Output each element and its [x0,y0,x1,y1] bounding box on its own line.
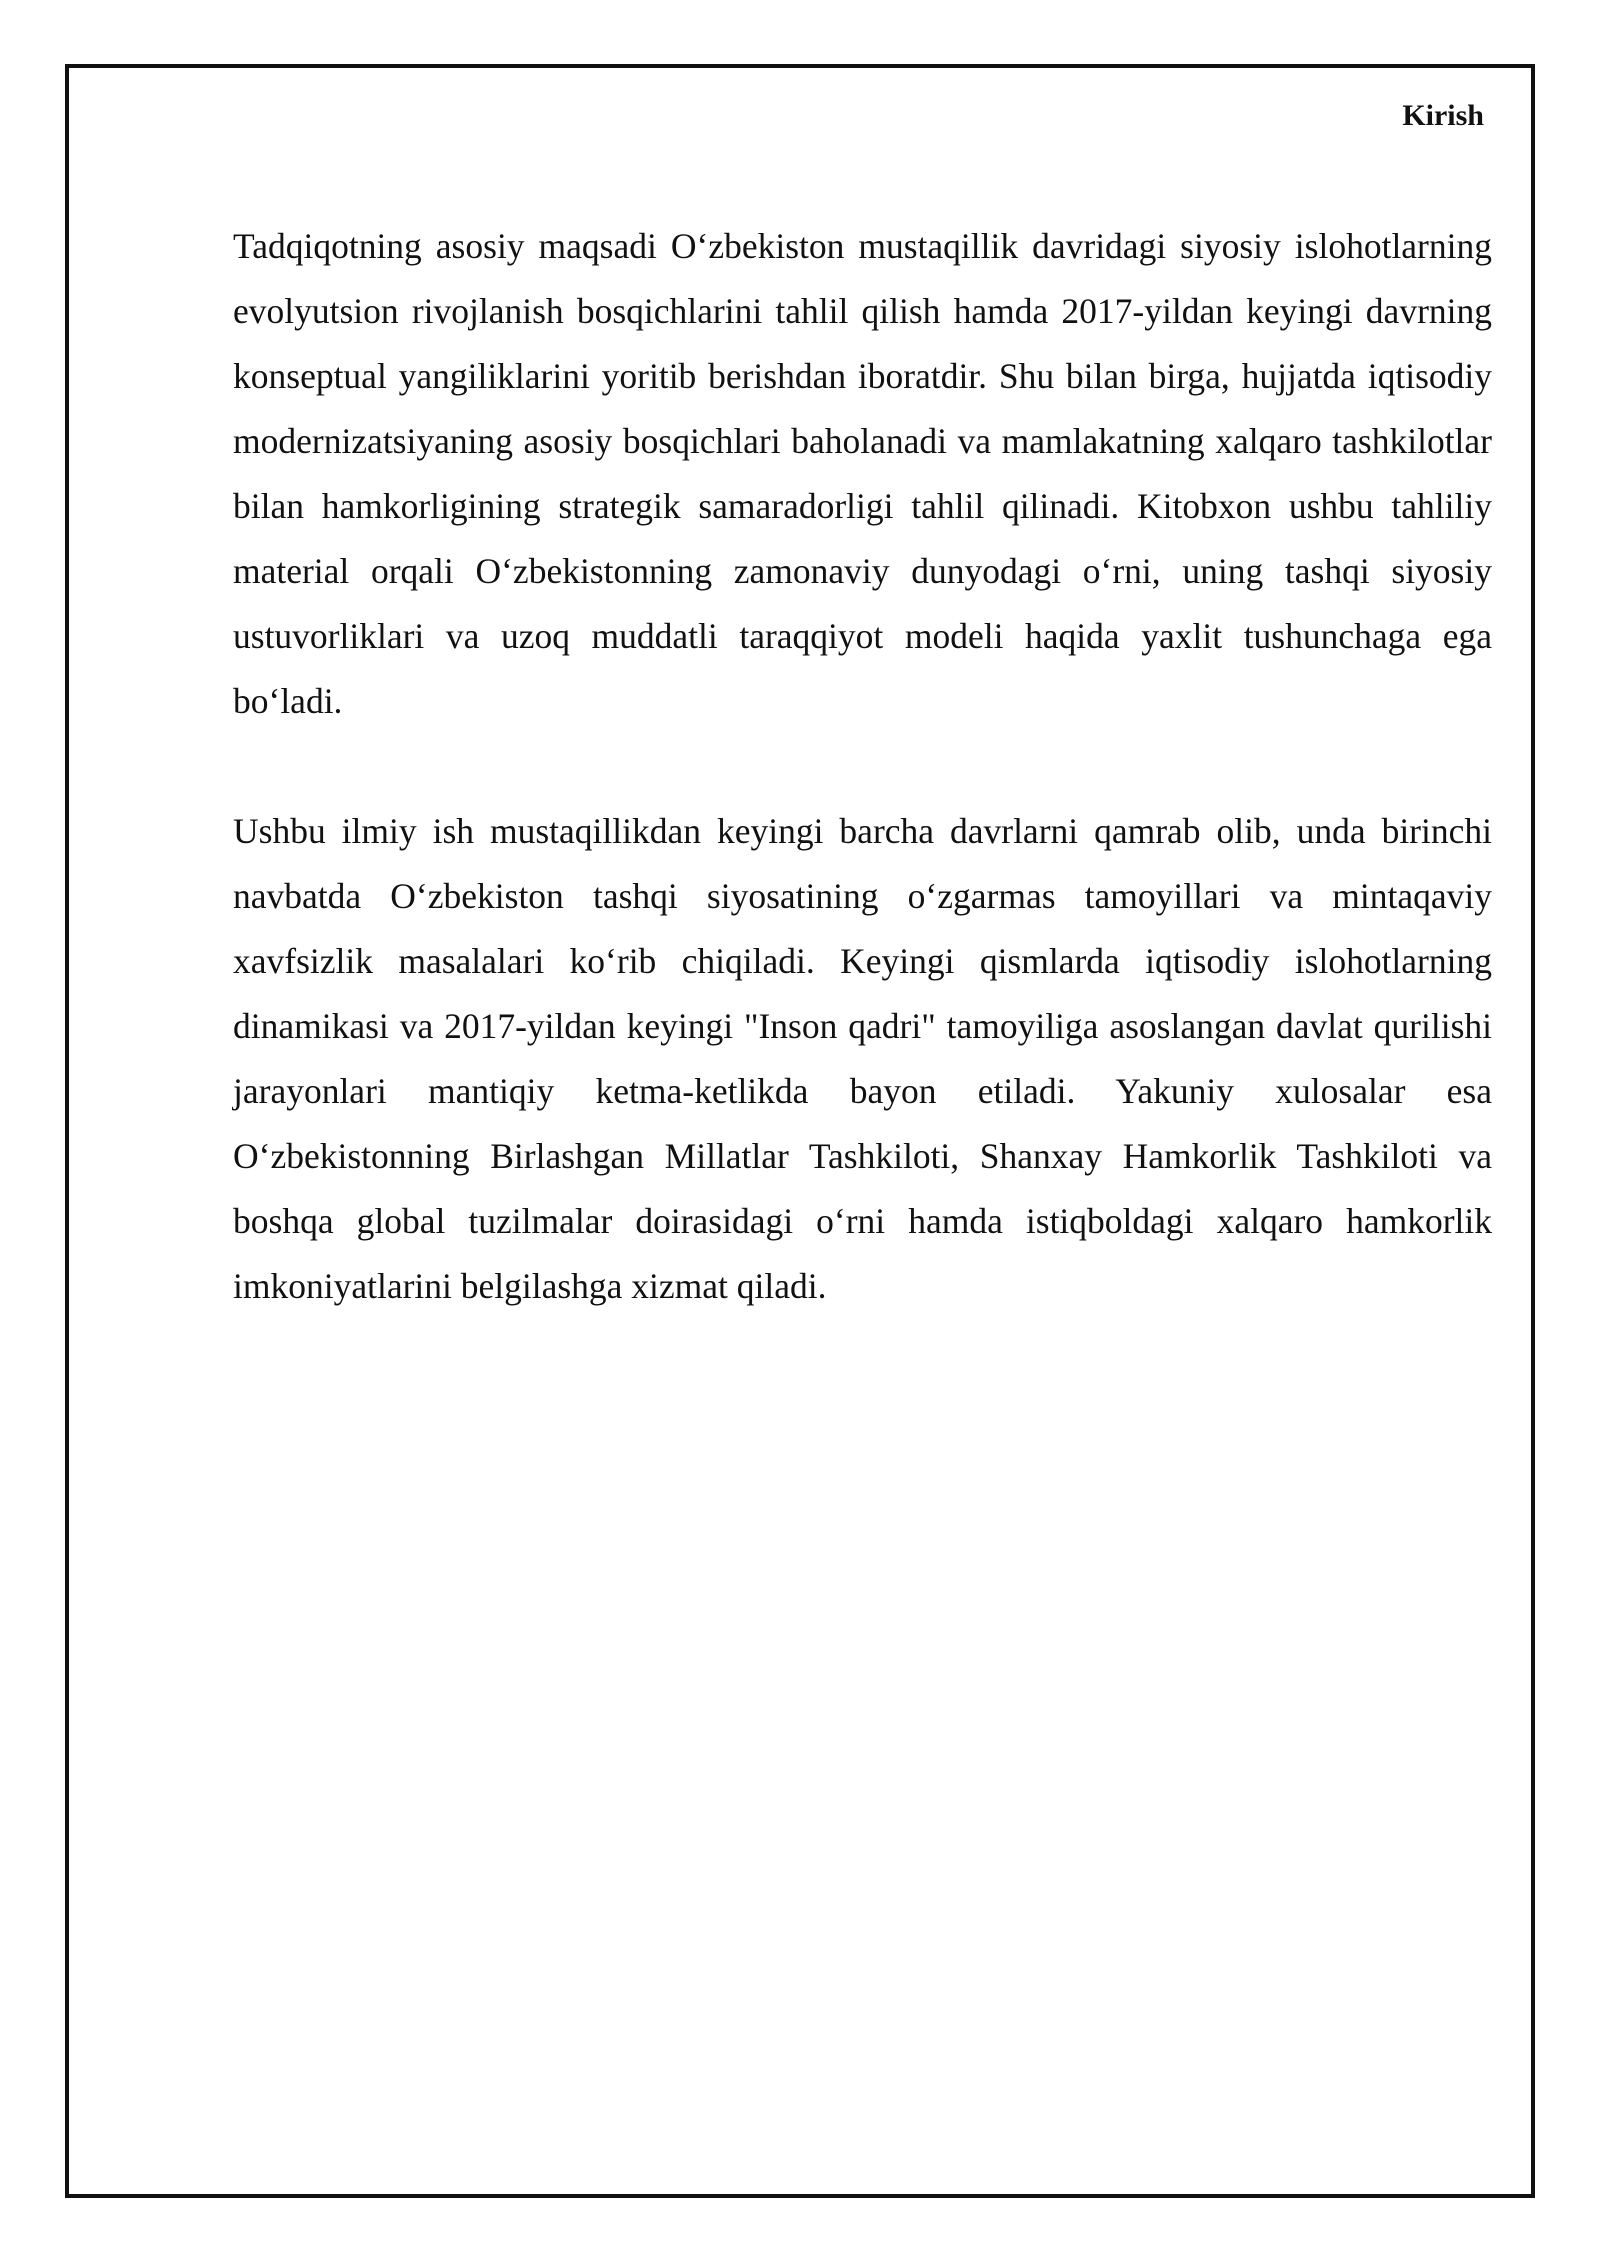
body-text [233,214,1492,1319]
page-border [65,64,1535,2198]
paragraph-1: Tadqiqotning asosiy maqsadi O‘zbekiston mustaqillik davridagi siyosiy islohotlarning evolyutsion rivojlanish bosqichlarini tahlil qilish hamda 2017-yildan keyingi davrning konseptual yangiliklarini yoritib berishdan iboratdir. Shu bilan birga, hujjatda iqtisodiy modernizatsiyaning asosiy bosqichlari baholanadi va mamlakatning xalqaro tashkilotlar bilan hamkorligining strategik samaradorligi tahlil qilinadi. Kitobxon ushbu tahliliy material orqali O‘zbekistonning zamonaviy dunyodagi o‘rni, uning tashqi siyosiy ustuvorliklari va uzoq muddatli taraqqiyot modeli haqida yaxlit tushunchaga ega bo‘ladi. [233,226,1492,721]
section-heading: Kirish [1402,99,1484,132]
paragraph-2: Ushbu ilmiy ish mustaqillikdan keyingi barcha davrlarni qamrab olib, unda birinchi navbatda O‘zbekiston tashqi siyosatining o‘zgarmas tamoyillari va mintaqaviy xavfsizlik masalalari ko‘rib chiqiladi. Keyingi qismlarda iqtisodiy islohotlarning dinamikasi va 2017-yildan keyingi "Inson qadri" tamoyiliga asoslangan davlat qurilishi jarayonlari mantiqiy ketma-ketlikda bayon etiladi. Yakuniy xulosalar esa O‘zbekistonning Birlashgan Millatlar Tashkiloti, Shanxay Hamkorlik Tashkiloti va boshqa global tuzilmalar doirasidagi o‘rni hamda istiqboldagi xalqaro hamkorlik imkoniyatlarini belgilashga xizmat qiladi. [233,811,1492,1306]
